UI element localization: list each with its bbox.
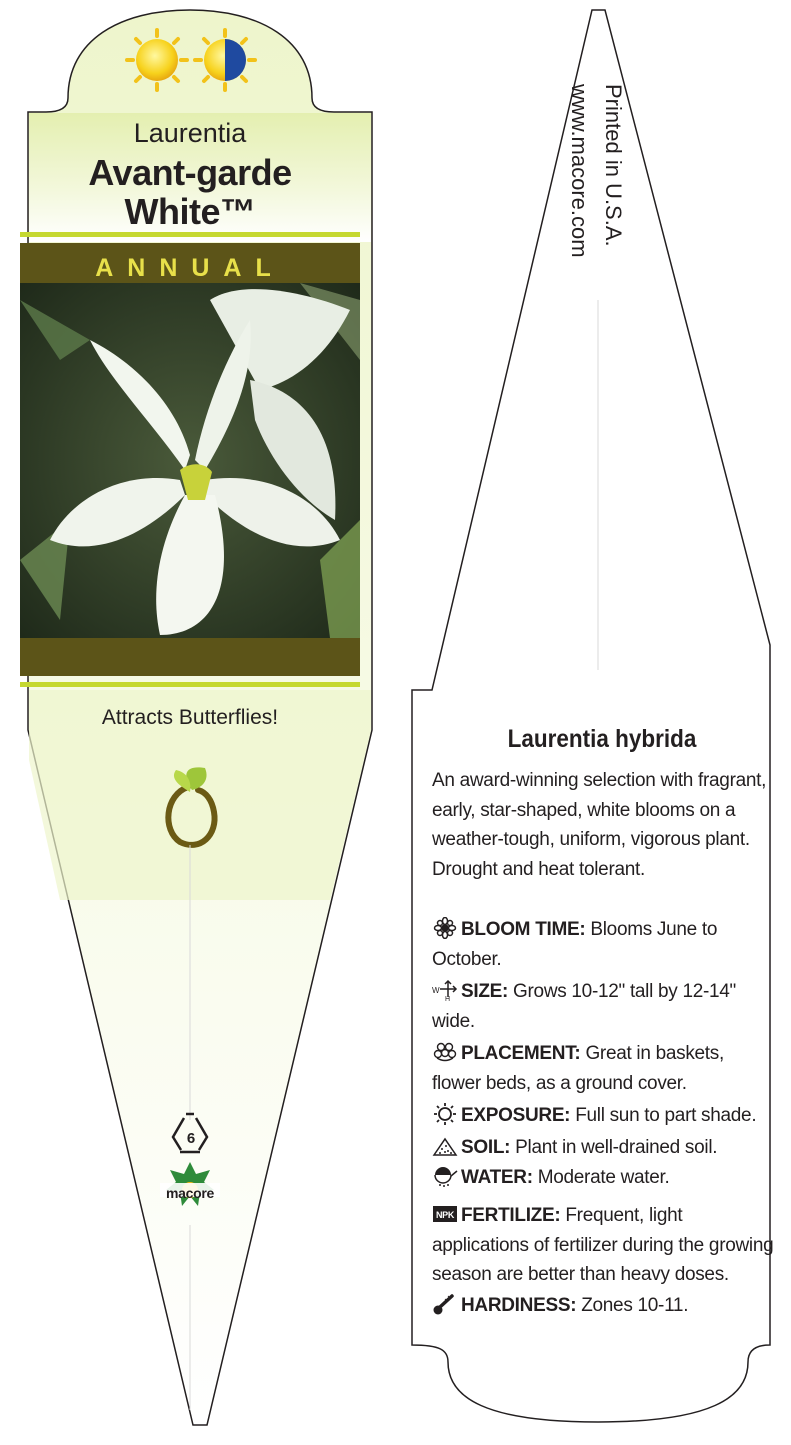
attr-size	[432, 977, 777, 1036]
attr-soil	[432, 1133, 777, 1163]
thermometer-icon	[432, 1293, 458, 1315]
accent-line-bottom	[20, 682, 360, 687]
fertilize-label: FERTILIZE:	[461, 1205, 561, 1226]
common-name: Laurentia	[133, 118, 247, 148]
attr-hardiness	[432, 1291, 777, 1321]
attr-water	[432, 1163, 777, 1193]
bloom-label: BLOOM TIME:	[461, 919, 586, 940]
svg-text:H: H	[445, 996, 450, 1001]
size-text: Grows 10-12" tall by 12-14" wide.	[432, 981, 736, 1032]
brand-name: macore	[165, 1185, 214, 1201]
placement-text: Great in baskets, flower beds, as a ground cover.	[432, 1043, 724, 1094]
soil-text: Plant in well-drained soil.	[515, 1137, 718, 1158]
feature-text: Attracts Butterflies!	[101, 706, 279, 729]
hardiness-label: HARDINESS:	[461, 1295, 577, 1316]
flower-icon	[432, 917, 458, 939]
website-text: www.macore.com	[567, 84, 592, 258]
soil-icon	[432, 1135, 458, 1157]
recycle-number: 6	[186, 1130, 196, 1147]
size-arrows-icon	[432, 979, 458, 1001]
sun-outline-icon	[432, 1103, 458, 1125]
attr-fertilize	[432, 1201, 777, 1290]
category-label: ANNUAL	[95, 254, 285, 282]
hardiness-text: Zones 10-11.	[581, 1295, 689, 1316]
bottom-band	[20, 638, 360, 676]
bloom-text: Blooms June to October.	[432, 919, 718, 970]
npk-icon	[432, 1203, 458, 1225]
printed-in-text: Printed in U.S.A.	[601, 84, 626, 247]
watering-can-icon	[432, 1165, 458, 1187]
water-label: WATER:	[461, 1167, 533, 1188]
variety-name-line2: White™	[124, 191, 256, 232]
botanical-name: Laurentia hybrida	[507, 725, 697, 753]
attr-placement	[432, 1039, 777, 1098]
soil-label: SOIL:	[461, 1137, 511, 1158]
plant-description: An award-winning selection with fragrant, early, star-shaped, white blooms on a weather-tough, uniform, vigorous plant. Drought and heat tolerant.	[432, 770, 767, 880]
attr-bloom-time	[432, 915, 777, 974]
flower-photo	[20, 283, 360, 638]
variety-name-line1: Avant-garde	[88, 152, 292, 193]
part-shade-icon	[195, 30, 255, 90]
water-text: Moderate water.	[537, 1167, 670, 1188]
exposure-text: Full sun to part shade.	[575, 1105, 757, 1126]
npk-icon-text: NPK	[435, 1210, 455, 1220]
placement-label: PLACEMENT:	[461, 1043, 581, 1064]
attr-exposure	[432, 1101, 777, 1131]
svg-text:W: W	[432, 986, 440, 995]
full-sun-icon	[127, 30, 187, 90]
exposure-label: EXPOSURE:	[461, 1105, 571, 1126]
placement-icon	[432, 1041, 458, 1063]
fertilize-text: Frequent, light applications of fertilizer during the growing season are better than heavy doses.	[432, 1205, 774, 1285]
size-label: SIZE:	[461, 981, 509, 1002]
